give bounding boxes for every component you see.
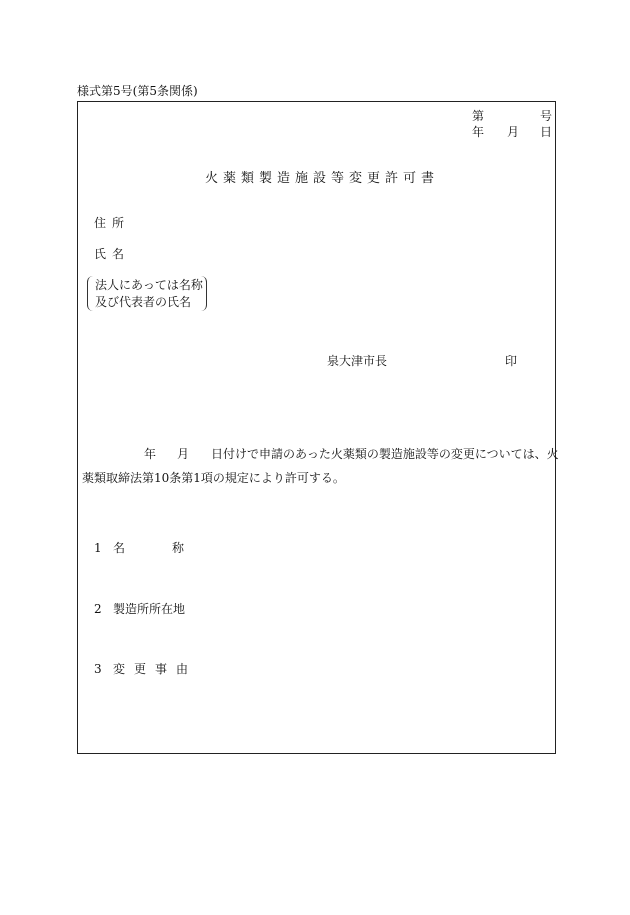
item-1-label-b: 称 — [172, 541, 185, 555]
item-3-number: 3 — [94, 662, 102, 676]
corporate-note-line1: 法人にあっては名称 — [95, 278, 203, 292]
name-label: 氏名 — [94, 247, 131, 261]
date-year: 年 — [472, 125, 485, 139]
document-frame — [77, 101, 556, 754]
body-line1: 日付けで申請のあった火薬類の製造施設等の変更については、火 — [211, 447, 559, 461]
number-prefix: 第 — [472, 109, 485, 123]
body-month: 月 — [177, 447, 190, 461]
document-title: 火薬類製造施設等変更許可書 — [205, 171, 440, 186]
seal-mark: 印 — [505, 354, 518, 368]
form-number-label: 様式第5号(第5条関係) — [77, 84, 198, 98]
body-year: 年 — [144, 447, 157, 461]
date-day: 日 — [540, 125, 553, 139]
issuer-name: 泉大津市長 — [327, 354, 388, 368]
item-2-number: 2 — [94, 602, 102, 616]
corporate-note-line2: 及び代表者の氏名 — [95, 295, 192, 309]
number-suffix: 号 — [540, 109, 553, 123]
item-2-label: 製造所所在地 — [113, 602, 186, 616]
item-3-label: 変更事由 — [113, 662, 198, 676]
date-month: 月 — [507, 125, 520, 139]
address-label: 住所 — [94, 216, 131, 230]
body-line2: 薬類取締法第10条第1項の規定により許可する。 — [82, 471, 345, 485]
item-1-label-a: 名 — [113, 541, 126, 555]
item-1-number: 1 — [94, 541, 102, 555]
